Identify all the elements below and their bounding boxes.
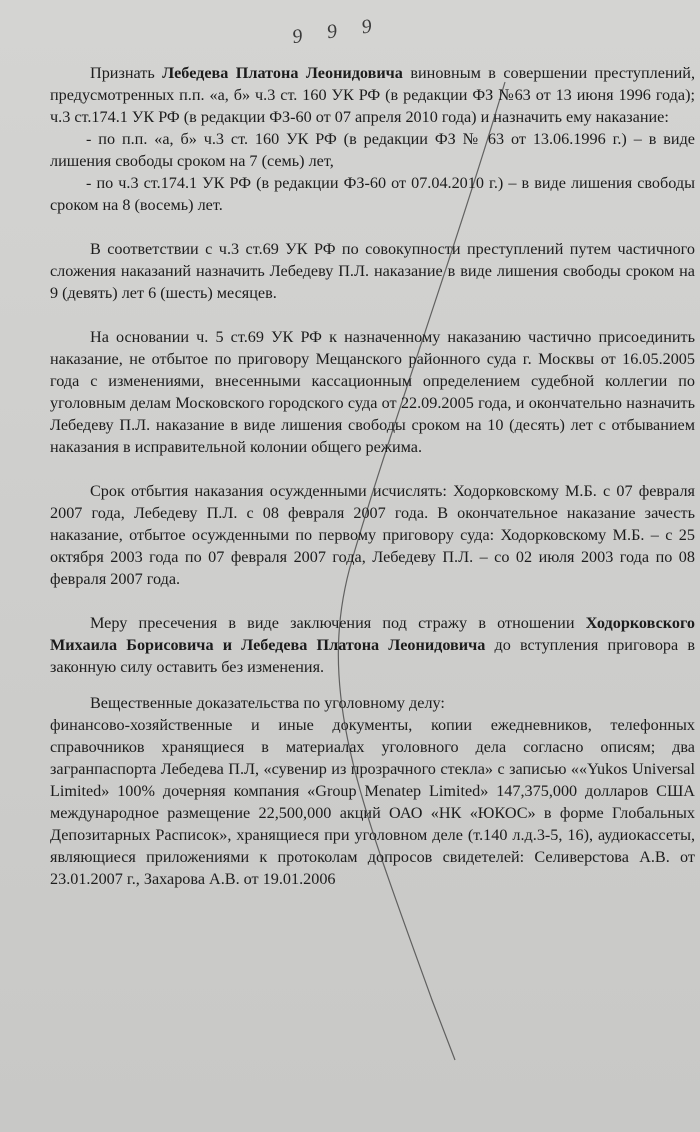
defendant-names: Ходорковского Михаила Борисовича и Лебедева Платона Леонидовича bbox=[50, 614, 695, 654]
document-body bbox=[50, 62, 695, 890]
paragraph-sentence-174: - по ч.3 ст.174.1 УК РФ (в редакции ФЗ-60 от 07.04.2010 г.) – в виде лишения свободы сроком на 8 (восемь) лет. bbox=[50, 174, 695, 214]
paragraph-custody-measure: Меру пресечения в виде заключения под стражу в отношении Ходорковского Михаила Борисовича и Лебедева Платона Леонидовича до вступления приговора в законную силу оставить без изменения. bbox=[50, 614, 695, 676]
paragraph-verdict-lebedev: Признать Лебедева Платона Леонидовича виновным в совершении преступлений, предусмотренных п.п. «а, б» ч.3 ст. 160 УК РФ (в редакции ФЗ №63 от 13 июня 1996 года); ч.3 ст.174.1 УК РФ (в редакции ФЗ-60 от 07 апреля 2010 года) и назначить ему наказание: bbox=[50, 64, 695, 126]
paragraph-term-calculation: Срок отбытия наказания осужденными исчислять: Ходорковскому М.Б. с 07 февраля 2007 года, Лебедеву П.Л. с 08 февраля 2007 года. В окончательное наказание зачесть наказание, отбытое осужденными по первому приговору суда: Ходорковскому М.Б. – с 25 октября 2003 года по 07 февраля 2007 года, Лебедеву П.Л. – со 02 июля 2003 года по 08 февраля 2007 года. bbox=[50, 482, 695, 588]
paragraph-cumulative-sentence: В соответствии с ч.3 ст.69 УК РФ по совокупности преступлений путем частичного сложения наказаний назначить Лебедеву П.Л. наказание в виде лишения свободы сроком на 9 (девять) лет 6 (шесть) месяцев. bbox=[50, 240, 695, 302]
paragraph-final-sentence: На основании ч. 5 ст.69 УК РФ к назначенному наказанию частично присоединить наказание, не отбытое по приговору Мещанского районного суда г. Москвы от 16.05.2005 года с изменениями, внесенными кассационным определением судебной коллегии по уголовным делам Московского городского суда от 22.09.2005 года, и окончательно назначить Лебедеву П.Л. наказание в виде лишения свободы сроком на 10 (десять) лет с отбыванием наказания в исправительной колонии общего режима. bbox=[50, 328, 695, 456]
paragraph-evidence-list: финансово-хозяйственные и иные документы, копии ежедневников, телефонных справочников хранящиеся в материалах уголовного дела согласно описям; два загранпаспорта Лебедева П.Л, «сувенир из прозрачного стекла» с записью ««Yukos Universal Limited» 100% дочерняя компания «Group Menatep Limited» 147,375,000 долларов США международное размещение 22,500,000 акций ОАО «НК «ЮКОС» в форме Глобальных Депозитарных Расписок», хранящиеся при уголовном деле (т.140 л.д.3-5, 16), аудиокассеты, являющиеся приложениями к протоколам допросов свидетелей: Селиверстова А.В. от 23.01.2007 г., Захарова А.В. от 19.01.2006 bbox=[50, 716, 695, 888]
defendant-name-lebedev: Лебедева Платона Леонидовича bbox=[162, 64, 403, 82]
handwritten-page-number: 9 9 9 bbox=[290, 13, 384, 49]
paragraph-sentence-160: - по п.п. «а, б» ч.3 ст. 160 УК РФ (в редакции ФЗ № 63 от 13.06.1996 г.) – в виде лишения свободы сроком на 7 (семь) лет, bbox=[50, 130, 695, 170]
paragraph-evidence-heading: Вещественные доказательства по уголовному делу: bbox=[90, 694, 445, 712]
